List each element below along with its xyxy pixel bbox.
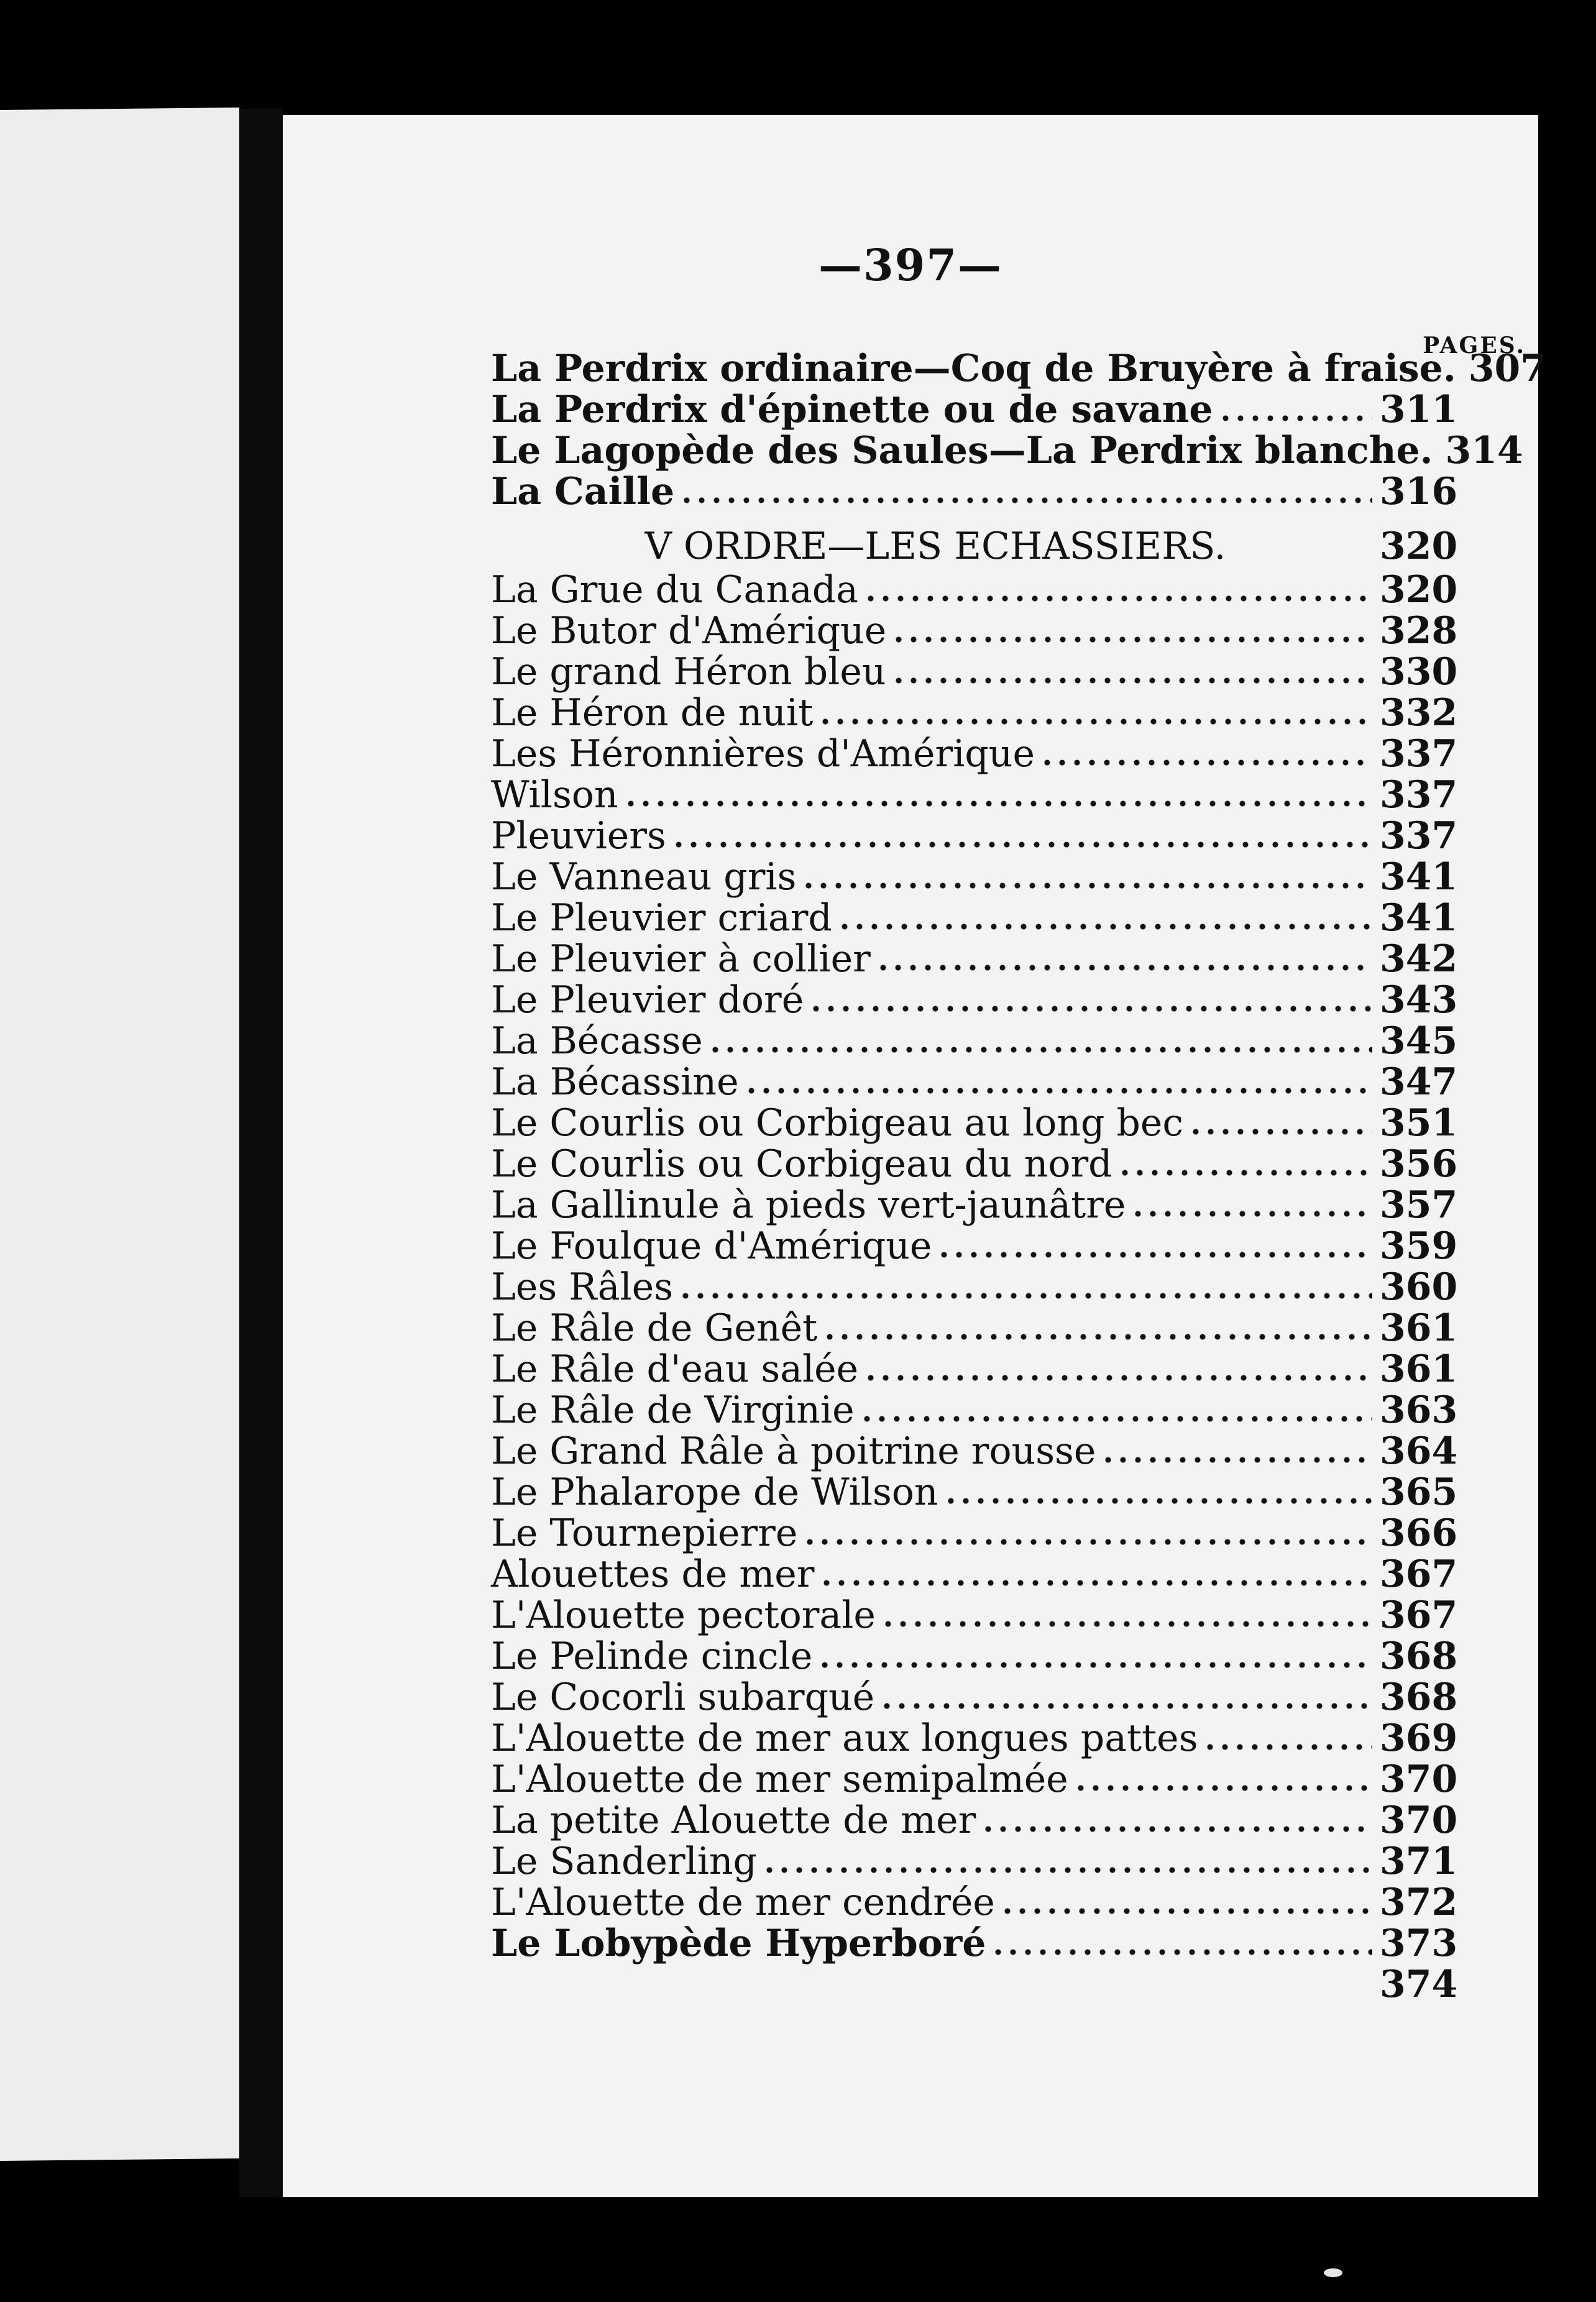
page-reference: 337 bbox=[1380, 773, 1458, 817]
entry-title: La Caille bbox=[491, 470, 675, 513]
page-reference: 320 bbox=[1380, 568, 1458, 612]
toc-row bbox=[491, 1347, 1458, 1391]
toc-row bbox=[491, 896, 1458, 940]
dot-leader bbox=[1000, 1906, 1372, 1916]
dot-leader bbox=[981, 1824, 1372, 1834]
toc-row bbox=[491, 1429, 1458, 1473]
entry-title: Le Râle d'eau salée bbox=[491, 1347, 859, 1391]
dot-leader bbox=[817, 1660, 1372, 1670]
entry-title: Le Phalarope de Wilson bbox=[491, 1470, 938, 1514]
facing-page-edge bbox=[0, 108, 239, 2161]
page-reference: 365 bbox=[1380, 1470, 1458, 1514]
page-reference: 337 bbox=[1380, 814, 1458, 858]
toc-row bbox=[491, 1840, 1458, 1883]
dot-leader bbox=[881, 1619, 1372, 1629]
entry-title: La Gallinule à pieds vert-jaunâtre bbox=[491, 1183, 1126, 1227]
page-reference: 361 bbox=[1380, 1347, 1458, 1391]
toc-row bbox=[491, 978, 1458, 1022]
entry-title: La Bécassine bbox=[491, 1060, 739, 1104]
section-title: V ORDRE—LES ECHASSIERS. bbox=[644, 525, 1226, 568]
toc-row bbox=[491, 1717, 1458, 1760]
toc-row bbox=[491, 1511, 1458, 1555]
dot-leader bbox=[1130, 1209, 1372, 1219]
toc-row bbox=[491, 855, 1458, 899]
entry-title: La Grue du Canada bbox=[491, 568, 858, 612]
book-page bbox=[283, 115, 1546, 2197]
toc-row bbox=[491, 1019, 1458, 1063]
entry-title: Le Pleuvier criard bbox=[491, 896, 832, 940]
dot-leader bbox=[863, 594, 1372, 603]
entry-title: Wilson bbox=[491, 773, 618, 817]
entry-title: Le Butor d'Amérique bbox=[491, 609, 887, 653]
toc-row bbox=[491, 1060, 1458, 1104]
scan-blemish bbox=[1324, 2268, 1342, 2277]
toc-row bbox=[491, 1758, 1458, 1801]
page-reference: 342 bbox=[1380, 937, 1458, 981]
page-reference: 356 bbox=[1380, 1142, 1458, 1186]
toc-row bbox=[491, 732, 1458, 776]
page-reference: 345 bbox=[1380, 1019, 1458, 1063]
page-reference: 364 bbox=[1380, 1429, 1458, 1473]
dot-leader bbox=[1203, 1742, 1372, 1752]
entry-title: Le Courlis ou Corbigeau au long bec bbox=[491, 1101, 1184, 1145]
page-reference: 361 bbox=[1380, 1306, 1458, 1350]
dot-leader bbox=[822, 1332, 1372, 1342]
book-gutter bbox=[239, 109, 283, 2197]
page-reference: 368 bbox=[1380, 1635, 1458, 1678]
toc-row bbox=[491, 1799, 1458, 1842]
toc-row bbox=[491, 1101, 1458, 1145]
page-reference: 341 bbox=[1380, 855, 1458, 899]
entry-title: Le Courlis ou Corbigeau du nord bbox=[491, 1142, 1112, 1186]
page-reference: 320 bbox=[1380, 525, 1458, 568]
page-reference: 373 bbox=[1380, 1922, 1458, 1965]
dot-leader bbox=[937, 1250, 1372, 1260]
toc-row bbox=[491, 1881, 1458, 1924]
toc-row bbox=[491, 1922, 1458, 1965]
page-reference: 368 bbox=[1380, 1676, 1458, 1719]
dot-leader bbox=[762, 1865, 1372, 1875]
dot-leader bbox=[678, 1291, 1372, 1301]
page-reference: 369 bbox=[1380, 1717, 1458, 1760]
dot-leader bbox=[876, 963, 1372, 973]
page-reference: 357 bbox=[1380, 1183, 1458, 1227]
entry-title: Le Foulque d'Amérique bbox=[491, 1224, 932, 1268]
dot-leader bbox=[1040, 758, 1372, 768]
page-reference: 311 bbox=[1380, 388, 1458, 431]
toc-row bbox=[491, 1963, 1458, 2006]
dot-leader bbox=[863, 1373, 1372, 1383]
entry-title: Alouettes de mer bbox=[491, 1552, 815, 1596]
page-reference: 360 bbox=[1380, 1265, 1458, 1309]
toc-row bbox=[491, 609, 1458, 653]
page-reference: 316 bbox=[1380, 470, 1458, 513]
page-reference: 370 bbox=[1380, 1758, 1458, 1801]
dot-leader bbox=[891, 676, 1372, 686]
page-reference: 341 bbox=[1380, 896, 1458, 940]
entry-title: Le grand Héron bleu bbox=[491, 650, 886, 694]
toc-row bbox=[491, 1594, 1458, 1637]
entry-title: La Perdrix d'épinette ou de savane bbox=[491, 388, 1213, 431]
toc-row bbox=[491, 1265, 1458, 1309]
section-heading-row bbox=[491, 512, 1458, 569]
table-of-contents bbox=[491, 347, 1546, 2006]
dot-leader bbox=[671, 840, 1372, 850]
entry-title: Le Tournepierre bbox=[491, 1511, 798, 1555]
toc-row bbox=[491, 937, 1458, 981]
page-reference: 367 bbox=[1380, 1594, 1458, 1637]
toc-row bbox=[491, 691, 1458, 735]
entry-title: Le Sanderling bbox=[491, 1840, 757, 1883]
toc-row bbox=[491, 1552, 1458, 1596]
toc-row bbox=[491, 814, 1458, 858]
entry-title: L'Alouette de mer aux longues pattes bbox=[491, 1717, 1198, 1760]
toc-row bbox=[491, 1224, 1458, 1268]
page-reference: 337 bbox=[1380, 732, 1458, 776]
entry-title: L'Alouette pectorale bbox=[491, 1594, 876, 1637]
page-reference: 372 bbox=[1380, 1881, 1458, 1924]
toc-row bbox=[491, 568, 1458, 612]
page-reference: 374 bbox=[1380, 1963, 1458, 2006]
toc-row bbox=[491, 1635, 1458, 1678]
entry-title: Le Cocorli subarqué bbox=[491, 1676, 875, 1719]
dot-leader bbox=[1101, 1455, 1372, 1465]
entry-title: Le Pleuvier doré bbox=[491, 978, 804, 1022]
entry-title: Les Râles bbox=[491, 1265, 674, 1309]
entry-title: Le Lobypède Hyperboré bbox=[491, 1922, 986, 1965]
entry-title: Le Grand Râle à poitrine rousse bbox=[491, 1429, 1096, 1473]
toc-row bbox=[491, 650, 1458, 694]
dot-leader bbox=[819, 1578, 1372, 1588]
page-reference: 351 bbox=[1380, 1101, 1458, 1145]
toc-row bbox=[491, 1676, 1458, 1719]
dot-leader bbox=[1117, 1168, 1372, 1178]
entry-title: Le Héron de nuit bbox=[491, 691, 814, 735]
page-reference: 367 bbox=[1380, 1552, 1458, 1596]
entry-title: La Bécasse bbox=[491, 1019, 703, 1063]
page-reference: 370 bbox=[1380, 1799, 1458, 1842]
dot-leader bbox=[679, 495, 1372, 505]
entry-title: L'Alouette de mer cendrée bbox=[491, 1881, 995, 1924]
entry-title: Le Râle de Virginie bbox=[491, 1388, 855, 1432]
dot-leader bbox=[1218, 413, 1372, 423]
toc-row bbox=[491, 1470, 1458, 1514]
dot-leader bbox=[991, 1947, 1372, 1957]
dot-leader bbox=[802, 1537, 1372, 1547]
entry-title: L'Alouette de mer semipalmée bbox=[491, 1758, 1068, 1801]
entry-title: Le Lagopède des Saules—La Perdrix blanche. bbox=[491, 429, 1433, 472]
dot-leader bbox=[943, 1496, 1372, 1506]
toc-row bbox=[491, 1142, 1458, 1186]
toc-row bbox=[491, 470, 1458, 513]
dot-leader bbox=[801, 881, 1372, 891]
page-reference: 328 bbox=[1380, 609, 1458, 653]
pages-column-heading: PAGES. bbox=[1423, 332, 1526, 359]
page-reference: 366 bbox=[1380, 1511, 1458, 1555]
entry-title: La Perdrix ordinaire—Coq de Bruyère à fraise. bbox=[491, 347, 1456, 390]
toc-row bbox=[491, 773, 1458, 817]
dot-leader bbox=[891, 635, 1372, 644]
dot-leader bbox=[860, 1414, 1372, 1424]
entry-title: La petite Alouette de mer bbox=[491, 1799, 976, 1842]
dot-leader bbox=[744, 1086, 1372, 1096]
page-number: —397— bbox=[818, 239, 1003, 291]
entry-title: Le Pleuvier à collier bbox=[491, 937, 871, 981]
toc-row bbox=[491, 347, 1546, 390]
toc-row bbox=[491, 1388, 1458, 1432]
page-reference: 314 bbox=[1445, 429, 1523, 472]
toc-row bbox=[491, 429, 1523, 472]
page-reference: 330 bbox=[1380, 650, 1458, 694]
dot-leader bbox=[837, 922, 1372, 932]
page-reference: 307 bbox=[1468, 347, 1546, 390]
page-reference: 332 bbox=[1380, 691, 1458, 735]
page-reference: 343 bbox=[1380, 978, 1458, 1022]
toc-row bbox=[491, 1306, 1458, 1350]
dot-leader bbox=[1188, 1127, 1372, 1137]
dot-leader bbox=[1073, 1783, 1372, 1793]
page-reference: 363 bbox=[1380, 1388, 1458, 1432]
page-reference: 347 bbox=[1380, 1060, 1458, 1104]
dot-leader bbox=[708, 1045, 1372, 1055]
dot-leader bbox=[809, 1004, 1372, 1014]
page-reference: 371 bbox=[1380, 1840, 1458, 1883]
toc-row bbox=[491, 388, 1458, 431]
dot-leader bbox=[879, 1701, 1372, 1711]
dot-leader bbox=[623, 799, 1372, 809]
page-reference: 359 bbox=[1380, 1224, 1458, 1268]
entry-title: Le Râle de Genêt bbox=[491, 1306, 818, 1350]
entry-title: Le Vanneau gris bbox=[491, 855, 797, 899]
entry-title: Le Pelinde cincle bbox=[491, 1635, 813, 1678]
dot-leader bbox=[818, 717, 1372, 727]
entry-title: Pleuviers bbox=[491, 814, 666, 858]
toc-row bbox=[491, 1183, 1458, 1227]
entry-title: Les Héronnières d'Amérique bbox=[491, 732, 1035, 776]
